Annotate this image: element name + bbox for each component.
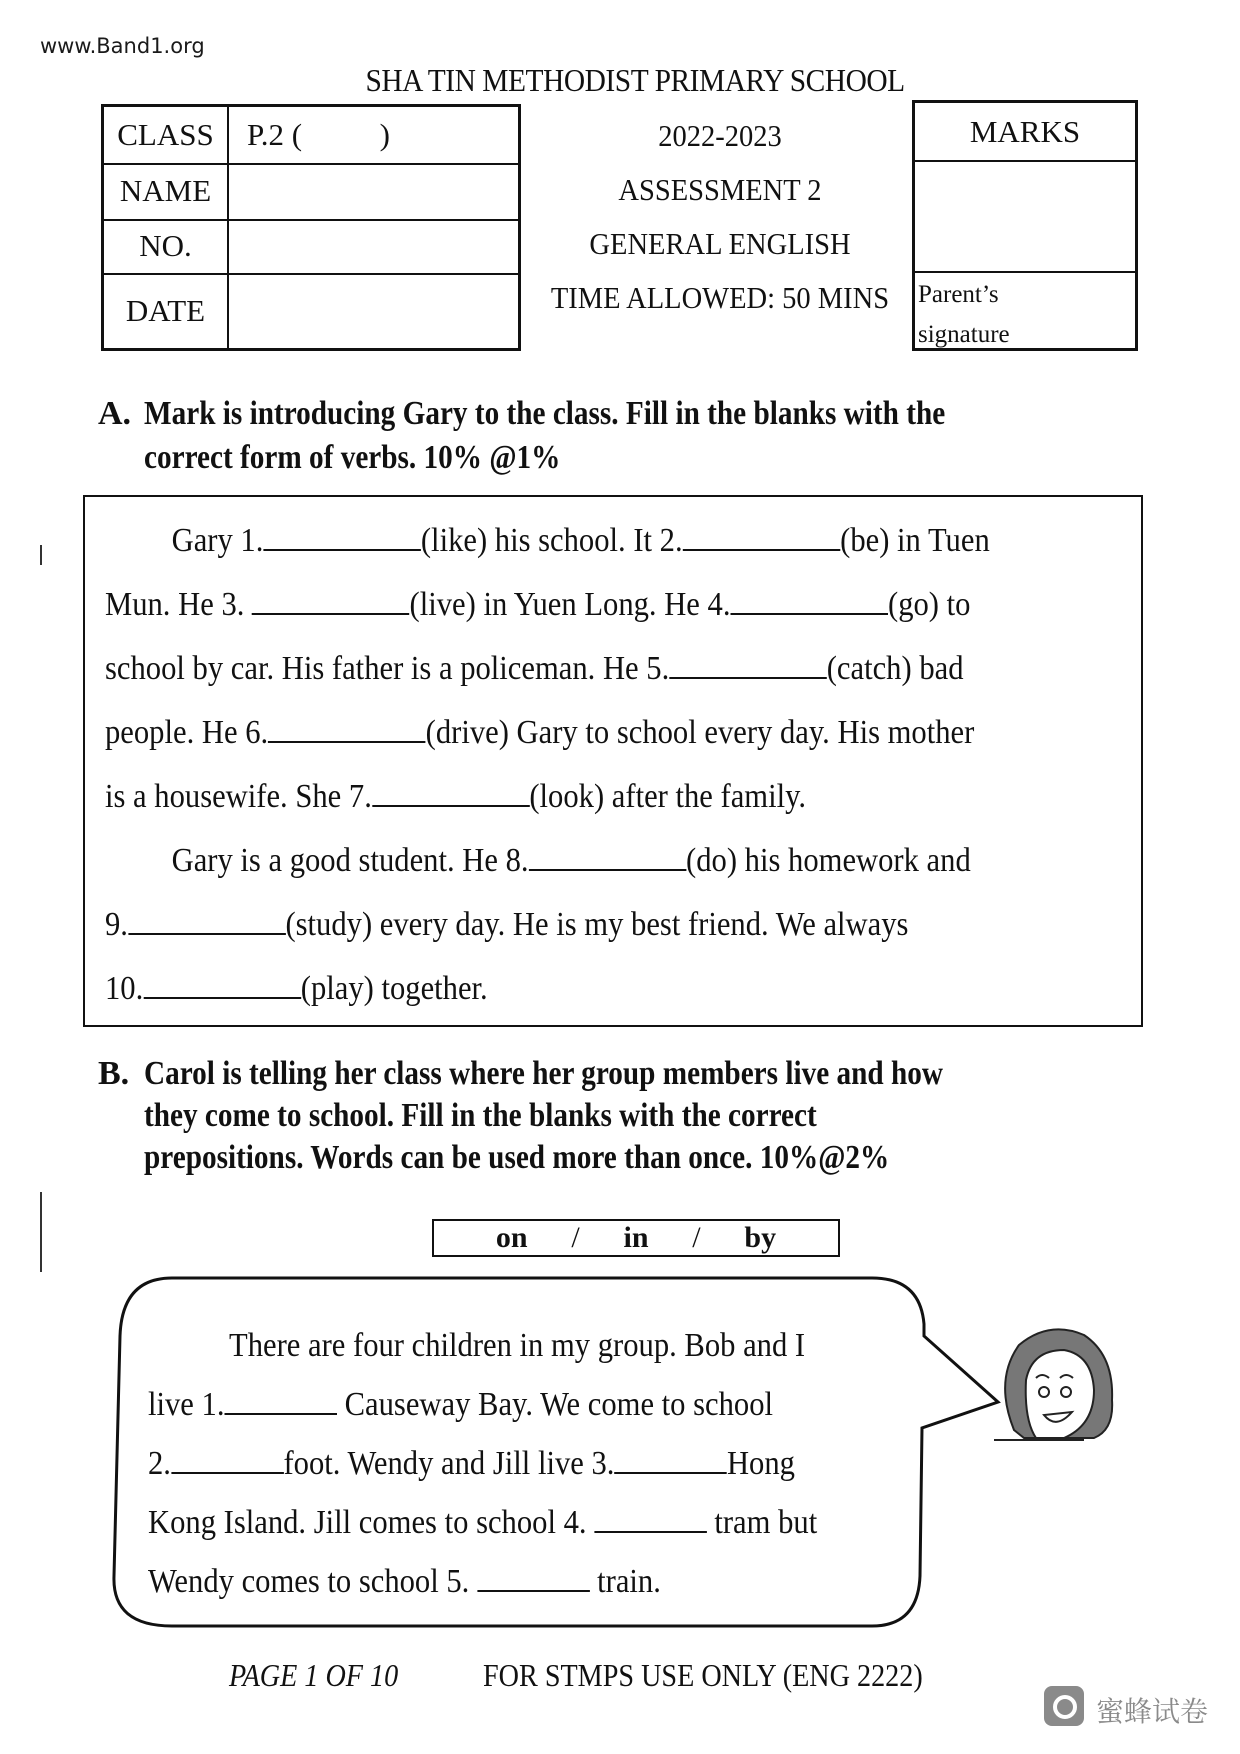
- answer-blank-b4[interactable]: [594, 1505, 707, 1533]
- school-name: SHA TIN METHODIST PRIMARY SCHOOL: [365, 62, 905, 98]
- time-allowed: TIME ALLOWED: 50 MINS: [550, 280, 890, 315]
- girl-face-icon: [994, 1320, 1124, 1460]
- date-label: DATE: [104, 273, 229, 348]
- word-bank: [432, 1219, 840, 1257]
- word-by: by: [744, 1221, 777, 1254]
- parent-signature-label: Parent’s signature: [918, 281, 1010, 348]
- passage-line: live 1. Causeway Bay. We come to school: [148, 1386, 774, 1423]
- answer-blank-a10[interactable]: [143, 971, 301, 999]
- answer-blank-a1[interactable]: [263, 523, 420, 551]
- subject: GENERAL ENGLISH: [589, 226, 851, 261]
- passage-line: is a housewife. She 7. (look) after the family.: [105, 778, 807, 815]
- passage-line: 9. (study) every day. He is my best friend. We always: [105, 906, 909, 943]
- school-year: 2022-2023: [658, 118, 782, 153]
- class-label: CLASS: [104, 107, 229, 163]
- section-a-passage-box: [83, 495, 1143, 1027]
- girl-illustration: [994, 1320, 1124, 1460]
- answer-blank-a8[interactable]: [529, 843, 686, 871]
- scan-mark: [40, 545, 42, 565]
- answer-blank-a5[interactable]: [669, 651, 827, 679]
- assessment-info: [520, 0, 920, 340]
- word-separator: /: [692, 1221, 701, 1254]
- word-separator: /: [571, 1221, 580, 1254]
- footer-code: FOR STMPS USE ONLY (ENG 2222): [483, 1657, 923, 1693]
- answer-blank-b3[interactable]: [614, 1446, 726, 1474]
- answer-blank-b2[interactable]: [171, 1446, 284, 1474]
- answer-blank-b1[interactable]: [224, 1387, 337, 1415]
- answer-blank-a7[interactable]: [372, 779, 529, 807]
- no-label: NO.: [104, 219, 229, 273]
- speech-bubble: [112, 1276, 930, 1628]
- brand-watermark-text: 蜜蜂试卷: [1096, 1695, 1209, 1728]
- instruction-line: Carol is telling her class where her group members live and how: [144, 1055, 943, 1092]
- passage-line: Gary is a good student. He 8. (do) his homework and: [171, 842, 971, 879]
- passage-line: school by car. His father is a policeman. He 5. (catch) bad: [105, 650, 964, 687]
- answer-blank-a9[interactable]: [128, 907, 286, 935]
- name-field[interactable]: [229, 163, 518, 219]
- passage-line: 10. (play) together.: [105, 970, 488, 1007]
- date-field[interactable]: [229, 273, 518, 348]
- answer-blank-b5[interactable]: [477, 1564, 590, 1592]
- word-on: on: [495, 1221, 528, 1254]
- scan-mark: [40, 1192, 42, 1272]
- class-field[interactable]: P.2 ( ): [247, 117, 390, 152]
- passage-line: Gary 1. (like) his school. It 2. (be) in Tuen: [171, 522, 990, 559]
- name-row: [104, 163, 518, 221]
- instruction-line: Mark is introducing Gary to the class. Fill in the blanks with the: [144, 395, 946, 432]
- class-row: [104, 107, 518, 165]
- no-field[interactable]: [229, 219, 518, 273]
- word-in: in: [623, 1221, 649, 1254]
- date-row: [104, 273, 518, 348]
- instruction-line: prepositions. Words can be used more than once. 10%@2%: [144, 1139, 890, 1176]
- answer-blank-a3[interactable]: [252, 587, 409, 615]
- passage-line: Kong Island. Jill comes to school 4. tram but: [148, 1504, 818, 1541]
- brand-logo-icon: [1044, 1686, 1084, 1726]
- marks-label: MARKS: [915, 103, 1135, 162]
- answer-blank-a2[interactable]: [683, 523, 841, 551]
- no-row: [104, 219, 518, 275]
- instruction-line: correct form of verbs. 10% @1%: [144, 439, 561, 476]
- section-b-passage: [148, 1316, 892, 1611]
- answer-blank-a6[interactable]: [268, 715, 425, 743]
- marks-box: [912, 100, 1138, 351]
- passage-line: 2. foot. Wendy and Jill live 3. Hong: [148, 1445, 795, 1482]
- name-label: NAME: [104, 163, 229, 219]
- section-a-passage: [105, 509, 1127, 1021]
- watermark-url: www.Band1.org: [40, 34, 205, 58]
- passage-line: Mun. He 3. (live) in Yuen Long. He 4. (go) to: [105, 586, 971, 623]
- student-info-table: [101, 104, 521, 351]
- answer-blank-a4[interactable]: [731, 587, 889, 615]
- passage-line: There are four children in my group. Bob and I: [229, 1327, 806, 1364]
- assessment-title: ASSESSMENT 2: [618, 172, 822, 207]
- instruction-line: they come to school. Fill in the blanks with the correct: [144, 1097, 817, 1134]
- section-a-letter: A.: [98, 395, 132, 432]
- passage-line: Wendy comes to school 5. train.: [148, 1563, 661, 1600]
- marks-field[interactable]: [915, 160, 1135, 273]
- page-number: PAGE 1 OF 10: [229, 1657, 399, 1693]
- passage-line: people. He 6. (drive) Gary to school every day. His mother: [105, 714, 975, 751]
- section-b-letter: B.: [98, 1055, 130, 1092]
